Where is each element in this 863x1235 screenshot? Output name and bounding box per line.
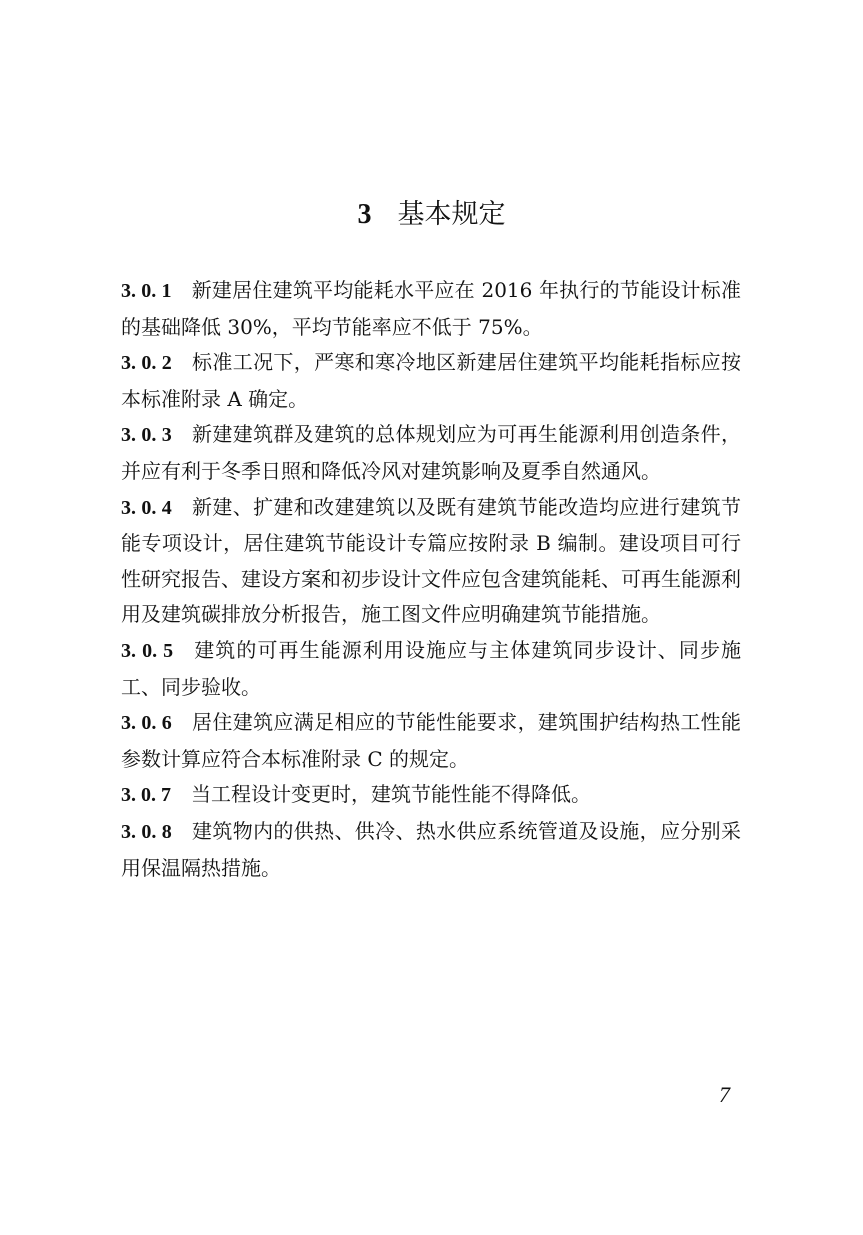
chapter-heading bbox=[0, 193, 863, 237]
clause-number: 3. 0. 5 bbox=[121, 639, 174, 662]
clause-text: 新建建筑群及建筑的总体规划应为可再生能源利用创造条件，并应有利于冬季日照和降低冷风对建筑影响及夏季自然通风。 bbox=[121, 422, 742, 483]
clause-text: 当工程设计变更时，建筑节能性能不得降低。 bbox=[191, 782, 591, 807]
clause-number: 3. 0. 4 bbox=[121, 496, 172, 519]
clause-item bbox=[121, 345, 741, 417]
clause-item bbox=[121, 633, 741, 705]
clause-text: 标准工况下，严寒和寒冷地区新建居住建筑平均能耗指标应按本标准附录 A 确定。 bbox=[121, 350, 742, 411]
clause-number: 3. 0. 1 bbox=[121, 280, 172, 302]
clause-item bbox=[121, 490, 741, 633]
clause-text: 居住建筑应满足相应的节能性能要求，建筑围护结构热工性能参数计算应符合本标准附录 C 的规定。 bbox=[121, 710, 742, 771]
clause-text: 建筑的可再生能源利用设施应与主体建筑同步设计、同步施工、同步验收。 bbox=[121, 637, 742, 699]
clause-item bbox=[121, 273, 741, 345]
clause-text: 新建居住建筑平均能耗水平应在 2016 年执行的节能设计标准的基础降低 30%，平均节能率应不低于 75%。 bbox=[121, 278, 742, 339]
clause-text: 新建、扩建和改建建筑以及既有建筑节能改造均应进行建筑节能专项设计，居住建筑节能设计专篇应按附录 B 编制。建设项目可行性研究报告、建设方案和初步设计文件应包含建筑能耗、可再生能源利用及建筑碳排放分析报告，施工图文件应明确建筑节能措施。 bbox=[121, 494, 742, 627]
clause-number: 3. 0. 3 bbox=[121, 424, 172, 447]
clause-number: 3. 0. 8 bbox=[121, 820, 172, 843]
clause-number: 3. 0. 6 bbox=[121, 712, 172, 735]
clause-list bbox=[121, 273, 741, 886]
clause-item bbox=[121, 777, 741, 814]
clause-item bbox=[121, 705, 741, 777]
page-number: 7 bbox=[719, 1082, 730, 1107]
clause-item bbox=[121, 417, 741, 489]
chapter-title-text: 基本规定 bbox=[397, 199, 506, 230]
clause-item bbox=[121, 814, 741, 886]
clause-number: 3. 0. 2 bbox=[121, 352, 172, 375]
clause-number: 3. 0. 7 bbox=[121, 784, 171, 807]
clause-text: 建筑物内的供热、供冷、热水供应系统管道及设施，应分别采用保温隔热措施。 bbox=[121, 818, 742, 880]
chapter-number: 3 bbox=[357, 199, 372, 230]
